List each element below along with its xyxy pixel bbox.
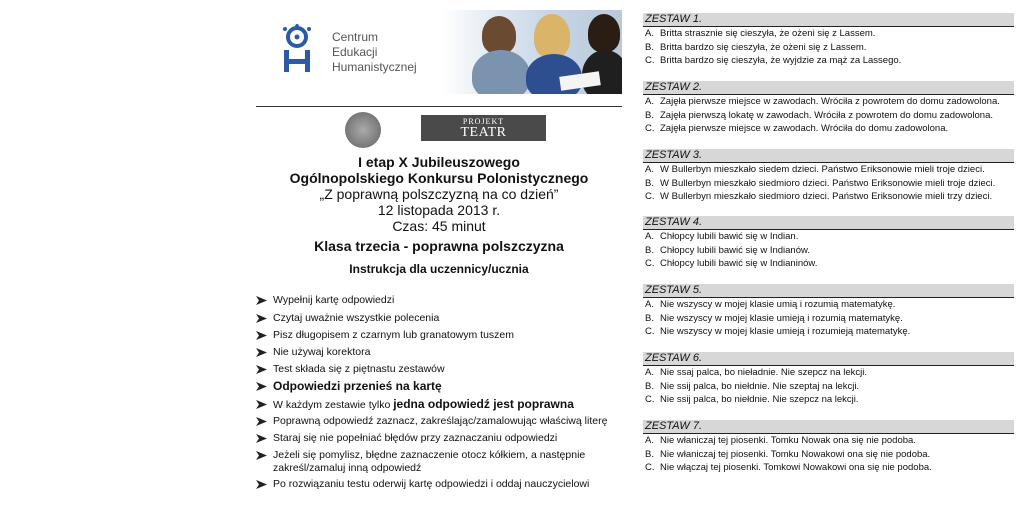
contest-title-line1: I etap X Jubileuszowego [358,154,520,170]
answer-option [643,380,1014,394]
answer-option [643,312,1014,326]
answer-option [643,41,1014,55]
answer-letter: B. [645,109,654,121]
answer-option [643,54,1014,68]
answer-option [643,122,1014,136]
instruction-item [256,294,622,307]
instruction-text: Pisz długopisem z czarnym lub granatowym tuszem [273,329,515,341]
answer-letter: B. [645,380,654,392]
bullet-arrow-icon [256,451,267,460]
answer-letter: B. [645,177,654,189]
answer-letter: C. [645,55,655,66]
answer-option [643,257,1014,271]
answer-letter: A. [645,164,654,175]
test-set-title: ZESTAW 3. [643,149,1014,163]
answer-text: W Bullerbyn mieszkało siedmioro dzieci. Państwo Eriksonowie mieli trzy dzieci. [660,191,993,202]
answer-option [643,448,1014,462]
instruction-emphasis: jedna odpowiedź jest poprawna [393,397,574,411]
instruction-text: Poprawną odpowiedź zaznacz, zakreślając/zamalowując właściwą literę [273,415,608,427]
answer-option [643,298,1014,312]
instruction-text: Nie używaj korektora [273,346,371,358]
test-set-title: ZESTAW 2. [643,81,1014,95]
seal-icon [345,112,381,148]
answer-text: Zajęła pierwsze miejsce w zawodach. Wróciła do domu zadowolona. [660,123,949,134]
contest-class: Klasa trzecia - poprawna polszczyzna [314,238,564,254]
test-set [643,13,1014,68]
test-set [643,352,1014,407]
answer-letter: A. [645,367,654,378]
bullet-arrow-icon [256,296,267,305]
instruction-text: Po rozwiązaniu testu oderwij kartę odpowiedzi i oddaj nauczycielowi [273,478,590,490]
answer-text: W Bullerbyn mieszkało siedmioro dzieci. Państwo Eriksonowie mieli troje dzieci. [660,177,996,189]
answer-option [643,95,1014,109]
answer-text: Nie wszyscy w mojej klasie umieją i rozumią matematykę. [660,312,903,324]
answer-letter: C. [645,258,655,269]
instruction-item [256,415,622,428]
answer-letter: A. [645,231,654,242]
instruction-item [256,329,622,342]
answer-text: Britta strasznie się cieszyła, że ożeni się z Lassem. [660,28,876,39]
answer-letter: C. [645,326,655,337]
answer-option [643,434,1014,448]
instruction-item [256,380,622,394]
answer-option [643,177,1014,191]
answer-letter: A. [645,435,654,446]
answer-letter: C. [645,394,655,405]
answer-option [643,27,1014,41]
contest-motto: „Z poprawną polszczyzną na co dzień” [319,186,559,202]
org-name-line3: Humanistycznej [332,60,417,74]
answer-text: Nie ssaj palca, bo nieładnie. Nie szepcz na lekcji. [660,367,867,378]
answer-option [643,230,1014,244]
answer-letter: C. [645,123,655,134]
instruction-text: Jeżeli się pomylisz, błędne zaznaczenie otocz kółkiem, a następnie zakreśl/zamaluj inną odpowiedź [273,449,586,474]
bullet-arrow-icon [256,417,267,426]
answer-option [643,461,1014,475]
answer-text: Nie właniczaj tej piosenki. Tomku Nowak ona się nie podoba. [660,435,916,446]
contest-title-line2: Ogólnopolskiego Konkursu Polonistycznego [289,170,589,186]
instruction-item [256,346,622,359]
partner-logo-line1: PROJEKT [462,117,505,126]
answer-text: Nie wszyscy w mojej klasie umieją i rozumieją matematykę. [660,326,911,337]
partner-logo [421,115,546,154]
answer-text: Britta bardzo się cieszyła, że wyjdzie za mąż za Lassego. [660,55,902,66]
instruction-text: Test składa się z piętnastu zestawów [273,363,445,375]
instruction-item [256,398,622,412]
answer-text: Nie ssij palca, bo niełdnie. Nie szepcz na lekcji. [660,394,859,405]
answer-option [643,163,1014,177]
org-name-line1: Centrum [332,30,379,44]
test-set-title: ZESTAW 1. [643,13,1014,27]
test-set [643,149,1014,204]
bullet-arrow-icon [256,480,267,489]
answer-letter: A. [645,28,654,39]
instruction-text: Wypełnij kartę odpowiedzi [273,294,395,306]
answer-text: W Bullerbyn mieszkało siedem dzieci. Państwo Eriksonowie mieli troje dzieci. [660,164,985,175]
header-divider [256,106,622,107]
bullet-arrow-icon [256,348,267,357]
instruction-item [256,478,622,491]
answer-option [643,109,1014,123]
answer-letter: B. [645,448,654,460]
answer-letter: A. [645,96,654,107]
header-banner [256,10,622,94]
test-set-title: ZESTAW 4. [643,216,1014,230]
answer-text: Nie ssij palca, bo niełdnie. Nie szeptaj na lekcji. [660,380,860,392]
instruction-text: W każdym zestawie tylko [273,399,394,411]
answer-text: Nie włączaj tej piosenki. Tomkowi Nowakowi ona się nie podoba. [660,462,932,473]
answer-option [643,244,1014,258]
instruction-item [256,449,622,475]
students-photo [442,10,622,94]
instruction-item [256,312,622,325]
answer-option [643,325,1014,339]
instruction-text: Staraj się nie popełniać błędów przy zaznaczaniu odpowiedzi [273,432,558,444]
answer-text: Nie właniczaj tej piosenki. Tomku Nowakowi ona się nie podoba. [660,448,931,460]
instructions-title: Instrukcja dla uczennicy/ucznia [349,262,529,276]
instruction-text: Odpowiedzi przenieś na kartę [273,379,442,393]
test-set-title: ZESTAW 7. [643,420,1014,434]
answer-letter: B. [645,244,654,256]
test-set-title: ZESTAW 5. [643,284,1014,298]
answer-letter: B. [645,312,654,324]
org-logo-icon [280,24,314,74]
answer-letter: B. [645,41,654,53]
answer-text: Nie wszyscy w mojej klasie umią i rozumią matematykę. [660,299,896,310]
test-set [643,81,1014,136]
answer-letter: C. [645,191,655,202]
answer-text: Chłopcy lubili bawić się w Indianinów. [660,258,818,269]
contest-title-block [256,154,622,277]
bullet-arrow-icon [256,400,267,409]
answer-text: Zajęła pierwsze miejsce w zawodach. Wróciła z powrotem do domu zadowolona. [660,96,1000,107]
answer-text: Zajęła pierwszą lokatę w zawodach. Wróciła z powrotem do domu zadowolona. [660,109,994,121]
partner-logo-line2: TEATR WARSZAWA [442,125,525,154]
bullet-arrow-icon [256,434,267,443]
instructions-list [256,294,622,495]
bullet-arrow-icon [256,382,267,391]
answer-letter: C. [645,462,655,473]
org-name-line2: Edukacji [332,45,378,59]
bullet-arrow-icon [256,314,267,323]
answer-option [643,190,1014,204]
bullet-arrow-icon [256,365,267,374]
instruction-item [256,432,622,445]
bullet-arrow-icon [256,331,267,340]
test-set [643,216,1014,271]
test-set [643,284,1014,339]
instruction-item [256,363,622,376]
answer-option [643,366,1014,380]
answer-letter: A. [645,299,654,310]
answer-option [643,393,1014,407]
contest-date: 12 listopada 2013 r. [377,202,501,218]
answer-text: Chłopcy lubili bawić się w Indian. [660,231,799,242]
test-set-title: ZESTAW 6. [643,352,1014,366]
contest-time: Czas: 45 minut [392,218,486,234]
instruction-text: Czytaj uważnie wszystkie polecenia [273,312,440,324]
org-name [332,30,417,75]
test-set [643,420,1014,475]
answer-text: Britta bardzo się cieszyła, że ożeni się z Lassem. [660,41,867,53]
answer-text: Chłopcy lubili bawić się w Indianów. [660,244,810,256]
